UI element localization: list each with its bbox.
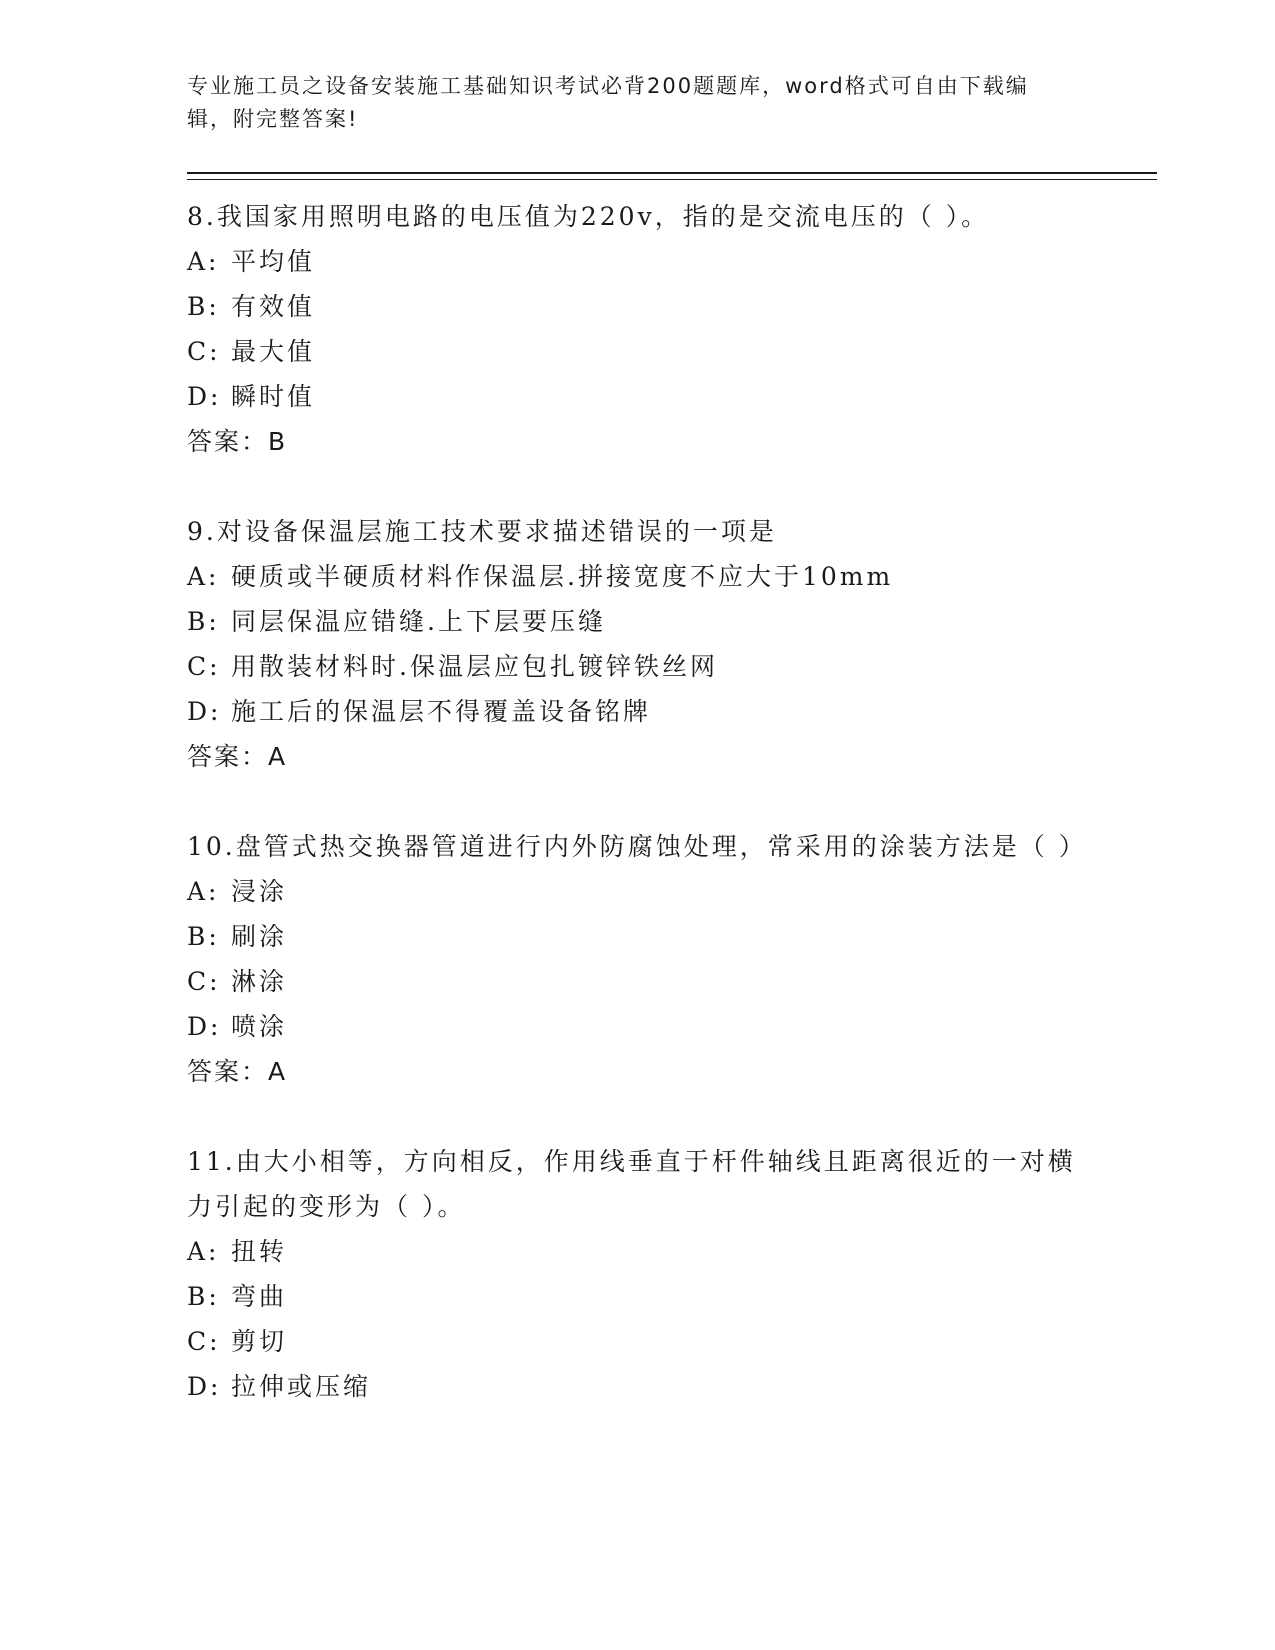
option-a <box>187 869 1157 914</box>
option-key: B: <box>187 607 220 636</box>
option-key: D: <box>187 1012 222 1041</box>
option-text: 淋涂 <box>231 967 288 996</box>
option-key: C: <box>187 652 221 681</box>
question-stem: 9.对设备保温层施工技术要求描述错误的一项是 <box>187 517 777 546</box>
option-text: 最大值 <box>231 337 316 366</box>
option-key: C: <box>187 337 221 366</box>
option-a <box>187 554 1157 599</box>
question-stem: 11.由大小相等，方向相反，作用线垂直于杆件轴线且距离很近的一对横力引起的变形为（ ）。 <box>187 1147 1076 1221</box>
option-key: A: <box>187 1237 220 1266</box>
option-text: 硬质或半硬质材料作保温层.拼接宽度不应大于10mm <box>231 562 894 591</box>
option-a <box>187 239 1157 284</box>
option-c <box>187 1319 1157 1364</box>
option-key: C: <box>187 967 221 996</box>
option-text: 拉伸或压缩 <box>231 1372 372 1401</box>
question-stem: 10.盘管式热交换器管道进行内外防腐蚀处理，常采用的涂装方法是（ ） <box>187 832 1087 861</box>
option-text: 有效值 <box>231 292 316 321</box>
option-key: D: <box>187 697 222 726</box>
option-text: 施工后的保温层不得覆盖设备铭牌 <box>231 697 652 726</box>
option-c <box>187 644 1157 689</box>
option-text: 刷涂 <box>231 922 288 951</box>
option-d <box>187 689 1157 734</box>
option-d <box>187 1004 1157 1049</box>
option-c <box>187 329 1157 374</box>
option-c <box>187 959 1157 1004</box>
option-text: 浸涂 <box>231 877 288 906</box>
option-d <box>187 374 1157 419</box>
option-key: C: <box>187 1327 221 1356</box>
option-text: 弯曲 <box>231 1282 288 1311</box>
option-text: 平均值 <box>231 247 316 276</box>
option-b <box>187 914 1157 959</box>
document-header: 专业施工员之设备安装施工基础知识考试必背200题题库，word格式可自由下载编辑，附完整答案! <box>187 74 1029 131</box>
option-text: 扭转 <box>231 1237 288 1266</box>
option-text: 剪切 <box>231 1327 288 1356</box>
option-b <box>187 284 1157 329</box>
option-b <box>187 1274 1157 1319</box>
option-key: D: <box>187 1372 222 1401</box>
option-key: A: <box>187 877 220 906</box>
option-key: B: <box>187 922 220 951</box>
option-d <box>187 1364 1157 1409</box>
option-key: B: <box>187 1282 220 1311</box>
option-text: 喷涂 <box>231 1012 288 1041</box>
option-a <box>187 1229 1157 1274</box>
option-key: A: <box>187 247 220 276</box>
answer-line: 答案：A <box>187 1057 288 1086</box>
question-10 <box>187 824 1157 1094</box>
answer-line: 答案：A <box>187 742 288 771</box>
option-text: 同层保温应错缝.上下层要压缝 <box>231 607 606 636</box>
option-key: B: <box>187 292 220 321</box>
option-b <box>187 599 1157 644</box>
header-divider <box>187 172 1157 180</box>
option-key: D: <box>187 382 222 411</box>
question-stem: 8.我国家用照明电路的电压值为220v，指的是交流电压的（ ）。 <box>187 202 990 231</box>
option-text: 瞬时值 <box>231 382 316 411</box>
question-9 <box>187 509 1157 779</box>
answer-line: 答案：B <box>187 427 288 456</box>
option-key: A: <box>187 562 220 591</box>
question-11 <box>187 1139 1157 1409</box>
document-page <box>187 70 1157 1409</box>
option-text: 用散装材料时.保温层应包扎镀锌铁丝网 <box>231 652 718 681</box>
question-8 <box>187 194 1157 464</box>
